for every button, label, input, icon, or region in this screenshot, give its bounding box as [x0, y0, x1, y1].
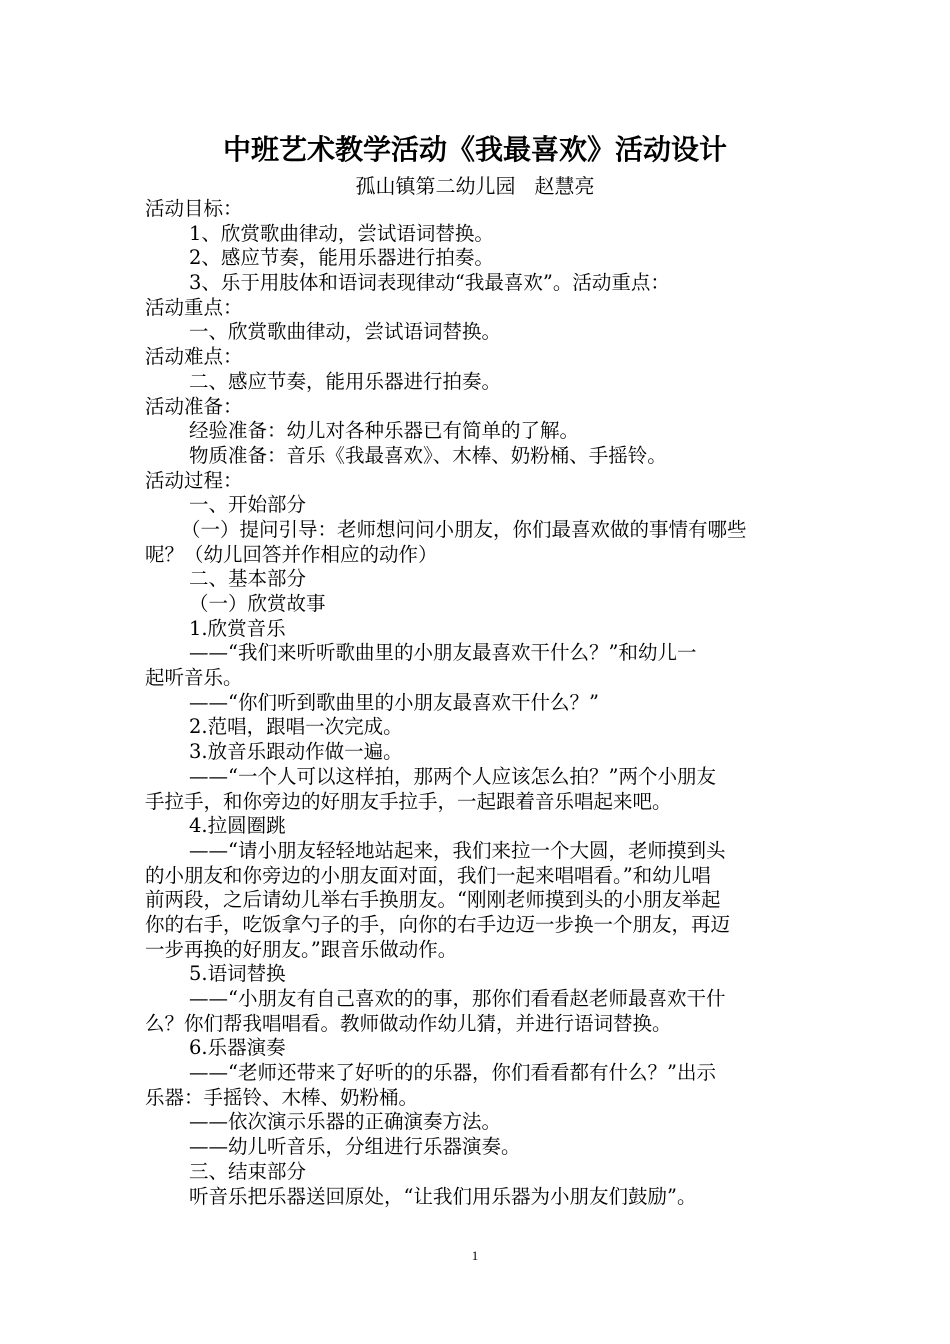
- text-line: 5.语词替换: [189, 962, 286, 986]
- text-line: 活动难点：: [145, 345, 243, 369]
- text-line: 前两段，之后请幼儿举右手换朋友。“刚刚老师摸到头的小朋友举起: [145, 888, 721, 912]
- text-line: 2.范唱，跟唱一次完成。: [189, 715, 403, 739]
- text-line: 经验准备：幼儿对各种乐器已有简单的了解。: [189, 419, 580, 443]
- text-line: 听音乐把乐器送回原处，“让我们用乐器为小朋友们鼓励”。: [189, 1184, 697, 1208]
- text-line: （一）提问引导：老师想问问小朋友，你们最喜欢做的事情有哪些: [181, 517, 747, 541]
- text-line: 4.拉圆圈跳: [189, 814, 286, 838]
- document-body: [145, 197, 815, 1209]
- text-line: 二、感应节奏，能用乐器进行拍奏。: [189, 369, 502, 393]
- text-line: 你的右手，吃饭拿勺子的手，向你的右手边迈一步换一个朋友，再迈: [145, 912, 731, 936]
- text-line: 活动重点：: [145, 295, 243, 319]
- text-line: 三、结束部分: [189, 1159, 307, 1183]
- document-author-line: 孤山镇第二幼儿园 赵慧亮: [355, 174, 595, 198]
- text-line: 2、感应节奏，能用乐器进行拍奏。: [189, 246, 494, 270]
- text-line: 么？你们帮我唱唱看。教师做动作幼儿猜，并进行语词替换。: [145, 1011, 672, 1035]
- text-line: ——“老师还带来了好听的的乐器，你们看看都有什么？”出示: [189, 1061, 716, 1085]
- text-line: ——“我们来听听歌曲里的小朋友最喜欢干什么？”和幼儿一: [189, 641, 697, 665]
- text-line: ——依次演示乐器的正确演奏方法。: [189, 1110, 502, 1134]
- text-line: 3、乐于用肢体和语词表现律动“我最喜欢”。活动重点：: [189, 271, 670, 295]
- text-line: （一）欣赏故事: [189, 592, 326, 615]
- document-title: 中班艺术教学活动《我最喜欢》活动设计: [222, 133, 727, 166]
- text-line: 一、开始部分: [189, 493, 307, 517]
- text-line: 物质准备：音乐《我最喜欢》、木棒、奶粉桶、手摇铃。: [189, 443, 667, 467]
- text-line: 活动目标：: [145, 197, 243, 220]
- text-line: 呢？（幼儿回答并作相应的动作）: [145, 542, 438, 566]
- text-line: 1、欣赏歌曲律动，尝试语词替换。: [189, 221, 494, 245]
- text-line: ——“你们听到歌曲里的小朋友最喜欢干什么？”: [189, 690, 599, 714]
- text-line: 的小朋友和你旁边的小朋友面对面，我们一起来唱唱看。”和幼儿唱: [145, 863, 711, 887]
- text-line: 1.欣赏音乐: [189, 616, 286, 640]
- text-line: ——幼儿听音乐，分组进行乐器演奏。: [189, 1135, 521, 1159]
- text-line: 一、欣赏歌曲律动，尝试语词替换。: [189, 320, 502, 344]
- text-line: ——“小朋友有自己喜欢的的事，那你们看看赵老师最喜欢干什: [189, 987, 726, 1010]
- text-line: 活动准备：: [145, 394, 243, 418]
- text-line: 活动过程：: [145, 468, 243, 492]
- text-line: 手拉手，和你旁边的好朋友手拉手，一起跟着音乐唱起来吧。: [145, 789, 672, 813]
- text-line: 6.乐器演奏: [189, 1036, 286, 1060]
- text-line: 3.放音乐跟动作做一遍。: [189, 740, 403, 764]
- text-line: ——“请小朋友轻轻地站起来，我们来拉一个大圆，老师摸到头: [189, 838, 726, 862]
- text-line: ——“一个人可以这样拍，那两个人应该怎么拍？”两个小朋友: [189, 764, 716, 788]
- text-line: 一步再换的好朋友。”跟音乐做动作。: [145, 937, 458, 961]
- text-line: 乐器：手摇铃、木棒、奶粉桶。: [145, 1085, 419, 1109]
- text-line: 起听音乐。: [145, 666, 243, 690]
- text-line: 二、基本部分: [189, 567, 307, 591]
- page-number: 1: [471, 1248, 479, 1263]
